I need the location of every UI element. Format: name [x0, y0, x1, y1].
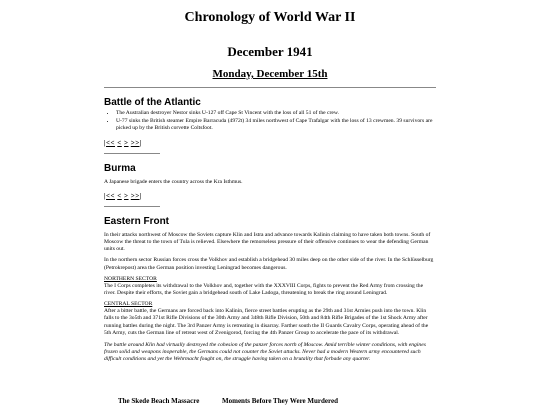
section-heading-burma: Burma — [104, 162, 136, 174]
date-heading: Monday, December 15th — [212, 68, 328, 80]
nav-first-link[interactable]: |<< — [104, 191, 116, 200]
burma-text: A Japanese brigade enters the country across the Kra Isthmus. — [104, 178, 243, 185]
quote-text: The battle around Klin had virtually destroyed the cohesion of the panzer forces north of Moscow. Amid terrible winter conditions, with engines frozen solid and weapons inoperable, the Germans could not counter the Soviet attacks. Never had a modern Western army encountered such difficult conditions and yet the Wehrmacht fought on, the struggle having taken on a brutality that forbade any quarter. — [104, 342, 426, 363]
nav-last-link[interactable]: >>| — [130, 191, 142, 200]
eastern-paragraph: In their attacks northwest of Moscow the Soviets capture Klin and Istra and advance towards Kalinin claiming to have taken both towns. South of Moscow the threat to the town of Tula is relieved. Elsewhere the remorseless pressure of their offensive continues to wear the defending German units out. — [104, 231, 431, 253]
nav-prev-link[interactable]: < — [117, 191, 122, 200]
nav-bar — [104, 139, 436, 148]
link-moments-before-murdered[interactable]: Moments Before They Were Murdered — [222, 397, 338, 405]
nav-prev-link[interactable]: < — [117, 138, 122, 147]
central-sector-text: After a bitter battle, the Germans are forced back into Kalinin, fierce street battles erupting as the 29th and 31st Armies push into the town. Klin falls to the 3o5th and 371st Rifle Divisions of the 30th Army and 348th Rifle Division, 50th and 84th Rifle Brigades of the 1st Shock Army after running battles during the night. The 3rd Panzer Army is retreating in disarray. Farther south the II Guards Cavalry Corps, operating ahead of the 5th Army, cuts the German line of retreat west of Zvenigorod, forcing the 4th Panzer Group to accelerate the pace of its withdrawal. — [104, 308, 429, 336]
section-heading-eastern-front: Eastern Front — [104, 215, 170, 227]
atlantic-list — [104, 110, 436, 133]
nav-next-link[interactable]: > — [124, 138, 129, 147]
sector-label-northern: NORTHERN SECTOR — [104, 275, 157, 282]
divider — [104, 87, 436, 88]
sector-label-central: CENTRAL SECTOR — [104, 301, 153, 308]
list-item: • U-77 sinks the British steamer Empire Barracuda (4972t) 34 miles northwest of Cape Trafalgar with the loss of 13 crewmen. 39 survivors are picked up by the British corvette Coltsfoot. — [116, 118, 436, 132]
nav-bar — [104, 192, 436, 201]
short-divider — [104, 153, 160, 154]
nav-next-link[interactable]: > — [124, 191, 129, 200]
northern-sector-text: The I Corps completes its withdrawal to the Volkhov and, together with the XXXVIII Corps, fights to prevent the Red Army from crossing the river. Despite their efforts, the Soviet gain a bridgehead south of Lake Ladoga, threatening to break the ring around Leningrad. — [104, 282, 424, 297]
nav-last-link[interactable]: >>| — [130, 138, 142, 147]
section-heading-atlantic: Battle of the Atlantic — [104, 97, 201, 108]
page-title: Chronology of World War II — [184, 10, 356, 25]
month-heading: December 1941 — [227, 44, 313, 59]
nav-first-link[interactable]: |<< — [104, 138, 116, 147]
link-skede-beach-massacre[interactable]: The Skede Beach Massacre — [118, 397, 200, 405]
eastern-paragraph: In the northern sector Russian forces cross the Volkhov and establish a bridgehead 30 miles deep on the other side of the river. In the Schlüsselburg (Petrokrepost) area the German position investing Leningrad becomes dangerous. — [104, 257, 434, 271]
short-divider — [104, 206, 160, 207]
list-item: • The Australian destroyer Nestor sinks U-127 off Cape St Vincent with the loss of all 51 of the crew. — [116, 110, 436, 117]
